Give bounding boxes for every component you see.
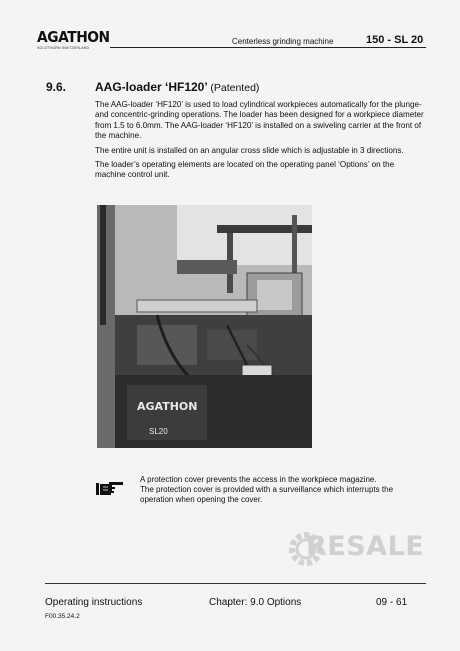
header-document-code: 150 - SL 20	[366, 34, 424, 46]
section-title	[95, 80, 259, 94]
logo-wordmark: AGATHON	[37, 28, 110, 46]
header-description: Centerless grinding machine	[232, 37, 334, 46]
body-paragraph-1: The AAG-loader ‘HF120’ is used to load cylindrical workpieces automatically for the plunge- and concentric-grinding operations. The loader has been designed for a workpiece diameter from 1.5 to 6.0mm. The AAG-loader ‘HF120’ is installed on a swiveling carrier at the front of the machine.	[95, 100, 424, 141]
footer-document-type: Operating instructions	[45, 597, 143, 608]
logo-subline: SOLOTHURN SWITZERLAND	[37, 46, 90, 50]
header-divider	[110, 47, 426, 48]
notice-line-1: A protection cover prevents the access in the workpiece magazine.	[140, 475, 377, 484]
notice-line-2: The protection cover is provided with a surveillance which interrupts the operation when opening the cover.	[140, 485, 394, 504]
protection-cover-notice	[140, 475, 424, 505]
footer-chapter: Chapter: 9.0 Options	[209, 597, 302, 608]
photo-panel-logo: AGATHON	[137, 400, 198, 413]
footer-form-code: F00.35.24.2	[45, 613, 80, 620]
section-title-text: AAG-loader ‘HF120’	[95, 80, 208, 94]
pointing-hand-icon	[95, 479, 125, 497]
body-text	[95, 100, 425, 185]
machine-photo	[97, 205, 312, 448]
photo-panel-model: SL20	[149, 427, 168, 436]
section-title-note: (Patented)	[210, 82, 260, 94]
footer-page-number: 09 - 61	[376, 597, 408, 608]
footer-divider	[45, 583, 426, 584]
agathon-logo	[37, 30, 116, 50]
resale-watermark-text: RESALE	[306, 531, 425, 562]
section-number: 9.6.	[46, 80, 67, 94]
body-paragraph-3: The loader’s operating elements are located on the operating panel ‘Options’ on the machine control unit.	[95, 160, 395, 180]
body-paragraph-2: The entire unit is installed on an angular cross slide which is adjustable in 3 directions.	[95, 145, 404, 155]
